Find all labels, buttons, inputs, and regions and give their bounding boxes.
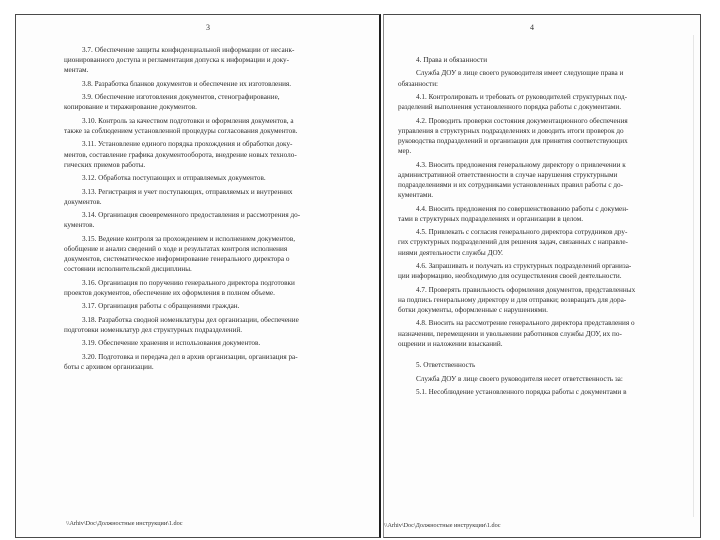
file-path-footer: \\Arhiv\Doc\Должностные инструкции\1.doc — [66, 520, 183, 527]
text-line: кументов. — [64, 221, 95, 230]
text-line: ощрении и наложении взысканий. — [398, 339, 503, 348]
paragraph-p3-8 — [64, 79, 359, 89]
text-line: кументами. — [398, 191, 434, 200]
text-line: гих структурных подразделений для решения задач, связанных с направле- — [398, 238, 628, 247]
paragraph-p4-2 — [398, 116, 692, 157]
text-line: 3.7. Обеспечение защиты конфиденциальной информации от несанк- — [82, 46, 295, 54]
text-line: 3.15. Ведение контроля за прохождением и исполнением документов, — [82, 234, 296, 243]
paragraph-p4-5 — [398, 227, 692, 258]
text-line: ционированного доступа и регламентация допуска к информации и доку- — [64, 56, 290, 65]
text-line: ментов, составление графика документооборота, внедрение новых техноло- — [64, 150, 297, 159]
text-line: 3.18. Разработка сводной номенклатуры дел организации, обеспечение — [82, 315, 299, 324]
text-line: 3.20. Подготовка и передача дел в архив организации, организация ра- — [82, 352, 298, 361]
page-number: 4 — [530, 23, 534, 32]
paragraph-p4-7 — [398, 285, 692, 316]
paragraph-p5-intro — [398, 374, 692, 384]
text-line: состоянии исполнительской дисциплины. — [64, 265, 192, 274]
text-line: обязанности: — [398, 79, 439, 88]
text-line: назначении, перемещении и увольнении работников службы ДОУ, их по- — [398, 329, 622, 338]
text-line: 4.4. Вносить предложения по совершенствованию работы с докумен- — [416, 204, 629, 213]
paragraph-p3-14 — [64, 210, 359, 230]
text-line: 3.10. Контроль за качеством подготовки и оформления документов, а — [82, 116, 294, 125]
text-line: ции информацию, необходимую для осуществления своей деятельности. — [398, 272, 622, 281]
text-line: боты с архивом организации. — [64, 362, 154, 371]
paragraph-p3-9 — [64, 92, 359, 112]
text-line: 4.6. Запрашивать и получать из структурных подразделений организа- — [416, 261, 632, 270]
text-line: руководства подразделений и организации для принятия соответствующих — [398, 136, 628, 145]
text-line: 3.16. Организация по поручению генерального директора подготовки — [82, 278, 295, 287]
paragraph-p3-13 — [64, 187, 359, 207]
paragraph-p3-20 — [64, 352, 359, 372]
text-line: 3.8. Разработка бланков документов и обеспечение их изготовления. — [82, 79, 292, 88]
text-line: подготовки номенклатур дел структурных подразделений. — [64, 325, 243, 334]
paragraph-p3-18 — [64, 315, 359, 335]
text-line: Служба ДОУ в лице своего руководителя имеет следующие права и — [416, 69, 624, 78]
paragraph-p3-12 — [64, 173, 359, 183]
text-line: 4.7. Проверять правильность оформления документов, представленных — [416, 285, 636, 294]
text-line: обобщение и анализ сведений о ходе и результатах контроля исполнения — [64, 244, 288, 253]
page-body — [64, 45, 359, 375]
file-path-footer: \\Arhiv\Doc\Должностные инструкции\1.doc — [384, 522, 501, 529]
text-line: 4.2. Проводить проверки состояния документационного обеспечения — [416, 116, 628, 125]
paragraph-p3-17 — [64, 301, 359, 311]
text-line: ботки документы, оформленные с нарушениями. — [398, 305, 548, 314]
text-line: копирование и тиражирование документов. — [64, 103, 197, 112]
document-page-left — [15, 14, 381, 538]
paragraph-p3-19 — [64, 338, 359, 348]
document-page-right — [383, 14, 701, 538]
text-line: гических приемов работы. — [64, 160, 146, 169]
text-line: 3.17. Организация работы с обращениями граждан. — [82, 302, 240, 311]
paragraph-p3-16 — [64, 278, 359, 298]
text-line: 4.8. Вносить на рассмотрение генерального директора представления о — [416, 319, 635, 328]
page-body — [398, 55, 692, 400]
paragraph-h5 — [398, 360, 692, 370]
text-line: 4.3. Вносить предложения генеральному директору о привлечении к — [416, 160, 626, 169]
text-line: 4.5. Привлекать с согласия генерального директора сотрудников дру- — [416, 228, 628, 237]
paragraph-p4-6 — [398, 261, 692, 281]
text-line: подразделениями и их сотрудниками установленных правил работы с до- — [398, 180, 623, 189]
text-line: 3.11. Установление единого порядка прохождения и обработки доку- — [82, 140, 293, 149]
text-line: 5.1. Несоблюдение установленного порядка работы с документами в — [416, 387, 627, 396]
text-line: Служба ДОУ в лице своего руководителя несет ответственность за: — [416, 374, 623, 383]
paragraph-p4-8 — [398, 318, 692, 349]
page-edge-shadow — [693, 35, 694, 517]
text-line: проектов документов, обеспечение их оформления в полном объеме. — [64, 288, 275, 297]
paragraph-p3-7 — [64, 45, 359, 76]
paragraph-p4-intro — [398, 68, 692, 88]
text-line: документов, систематическое информирование генерального директора о — [64, 255, 290, 264]
paragraph-p4-1 — [398, 92, 692, 112]
text-line: ниями деятельности службы ДОУ. — [398, 248, 503, 257]
text-line: управления в структурных подразделениях и доводить итоги проверок до — [398, 126, 624, 135]
text-line: 3.19. Обеспечение хранения и использования документов. — [82, 339, 261, 348]
paragraph-p3-15 — [64, 234, 359, 275]
paragraph-p4-4 — [398, 204, 692, 224]
text-line: ментам. — [64, 66, 89, 75]
text-line: на подпись генеральному директору и для отправки; возвращать для дора- — [398, 295, 627, 304]
text-line: административной ответственности в случае нарушения структурными — [398, 170, 618, 179]
text-line: мер. — [398, 147, 412, 156]
text-line: также за соблюдением установленной процедуры согласования документов. — [64, 126, 298, 135]
text-line: 3.9. Обеспечение изготовления документов, стенографирование, — [82, 93, 280, 102]
text-line: 3.14. Организация своевременного предоставления и рассмотрения до- — [82, 211, 301, 220]
paragraph-p3-11 — [64, 139, 359, 170]
paragraph-p4-3 — [398, 160, 692, 201]
text-line: 4. Права и обязанности — [416, 56, 488, 64]
text-line: 3.12. Обработка поступающих и отправляемых документов. — [82, 174, 266, 183]
text-line: тами в структурных подразделениях и организации в целом. — [398, 214, 584, 223]
paragraph-p5-1 — [398, 387, 692, 397]
text-line: документов. — [64, 197, 102, 206]
paragraph-h4 — [398, 55, 692, 65]
section-gap — [398, 352, 692, 360]
text-line: 4.1. Контролировать и требовать от руководителей структурных под- — [416, 92, 628, 101]
paragraph-p3-10 — [64, 116, 359, 136]
text-line: разделений выполнения установленного порядка работы с документами. — [398, 103, 622, 112]
page-number: 3 — [206, 23, 210, 32]
text-line: 3.13. Регистрация и учет поступающих, отправляемых и внутренних — [82, 187, 293, 196]
text-line: 5. Ответственность — [416, 361, 476, 370]
